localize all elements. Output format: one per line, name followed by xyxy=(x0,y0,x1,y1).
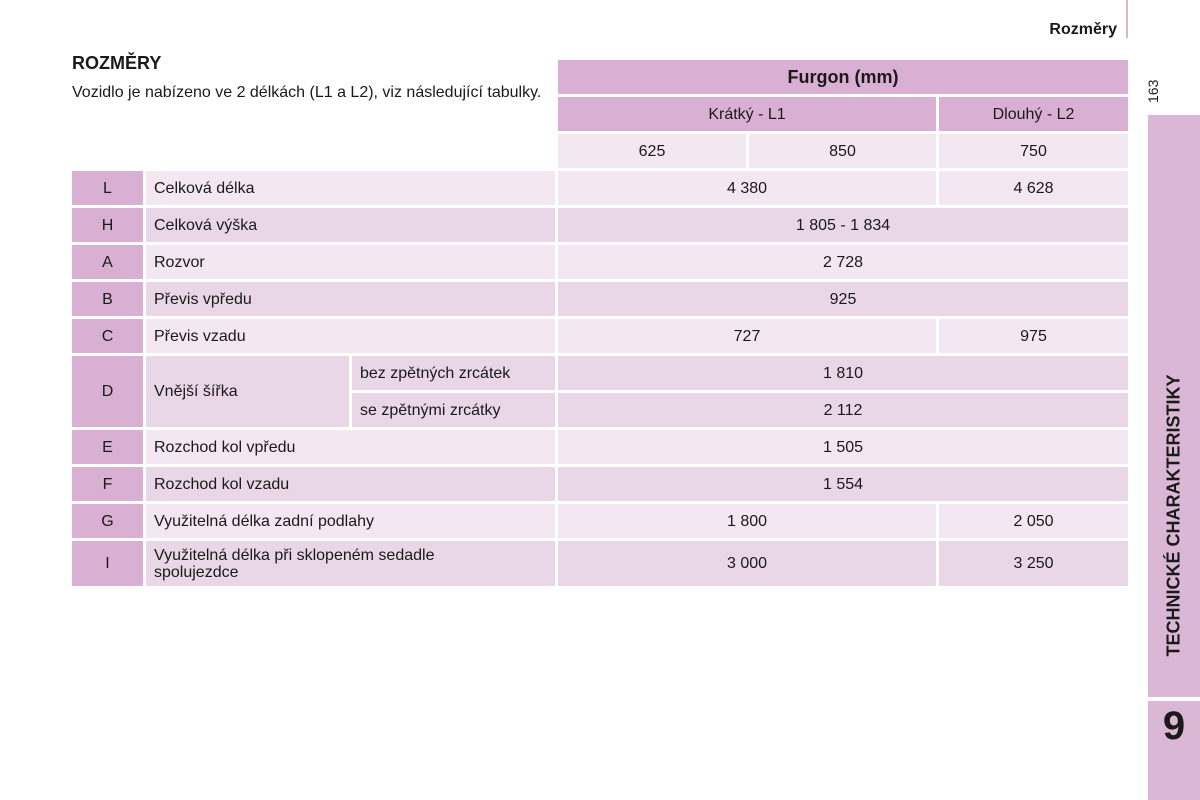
row-value: 1 554 xyxy=(558,467,1128,501)
length-long-header: Dlouhý - L2 xyxy=(939,97,1128,131)
header-rule xyxy=(1126,0,1128,38)
row-code: C xyxy=(72,319,143,353)
row-code: I xyxy=(72,541,143,586)
row-label: Rozvor xyxy=(146,245,555,279)
row-value-long: 4 628 xyxy=(939,171,1128,205)
row-label: Rozchod kol vzadu xyxy=(146,467,555,501)
row-value-long: 975 xyxy=(939,319,1128,353)
row-label: Rozchod kol vpředu xyxy=(146,430,555,464)
row-value-short: 727 xyxy=(558,319,936,353)
variant-header: 750 xyxy=(939,134,1128,168)
row-label: Vnější šířka xyxy=(146,356,349,427)
row-label: Celková délka xyxy=(146,171,555,205)
row-value-short: 3 000 xyxy=(558,541,936,586)
page-header-title: Rozměry xyxy=(1049,21,1117,38)
side-tab-divider xyxy=(1148,697,1200,701)
row-code: L xyxy=(72,171,143,205)
page-number: 163 xyxy=(1145,79,1161,103)
row-value: 1 505 xyxy=(558,430,1128,464)
row-value: 1 810 xyxy=(558,356,1128,390)
row-value: 1 805 - 1 834 xyxy=(558,208,1128,242)
row-value-long: 3 250 xyxy=(939,541,1128,586)
row-sublabel: bez zpětných zrcátek xyxy=(352,356,555,390)
table-group-header: Furgon (mm) xyxy=(558,60,1128,94)
row-label: Využitelná délka zadní podlahy xyxy=(146,504,555,538)
row-code: B xyxy=(72,282,143,316)
row-sublabel: se zpětnými zrcátky xyxy=(352,393,555,427)
chapter-title-vertical xyxy=(1148,345,1200,685)
row-value: 2 112 xyxy=(558,393,1128,427)
chapter-number: 9 xyxy=(1162,704,1186,748)
section-intro: Vozidlo je nabízeno ve 2 délkách (L1 a L2), viz následující tabulky. xyxy=(72,84,542,101)
length-short-header: Krátký - L1 xyxy=(558,97,936,131)
variant-header: 850 xyxy=(749,134,936,168)
row-label: Celková výška xyxy=(146,208,555,242)
row-value-long: 2 050 xyxy=(939,504,1128,538)
row-value: 925 xyxy=(558,282,1128,316)
row-code: H xyxy=(72,208,143,242)
row-label: Převis vpředu xyxy=(146,282,555,316)
variant-header: 625 xyxy=(558,134,746,168)
row-code: E xyxy=(72,430,143,464)
row-label: Převis vzadu xyxy=(146,319,555,353)
section-title: ROZMĚRY xyxy=(72,53,162,73)
row-code: D xyxy=(72,356,143,427)
row-value-short: 4 380 xyxy=(558,171,936,205)
row-value-short: 1 800 xyxy=(558,504,936,538)
row-code: A xyxy=(72,245,143,279)
row-value: 2 728 xyxy=(558,245,1128,279)
row-code: F xyxy=(72,467,143,501)
row-code: G xyxy=(72,504,143,538)
chapter-title: TECHNICKÉ CHARAKTERISTIKY xyxy=(1163,373,1184,657)
row-label: Využitelná délka při sklopeném sedadle spolujezdce xyxy=(146,541,555,586)
